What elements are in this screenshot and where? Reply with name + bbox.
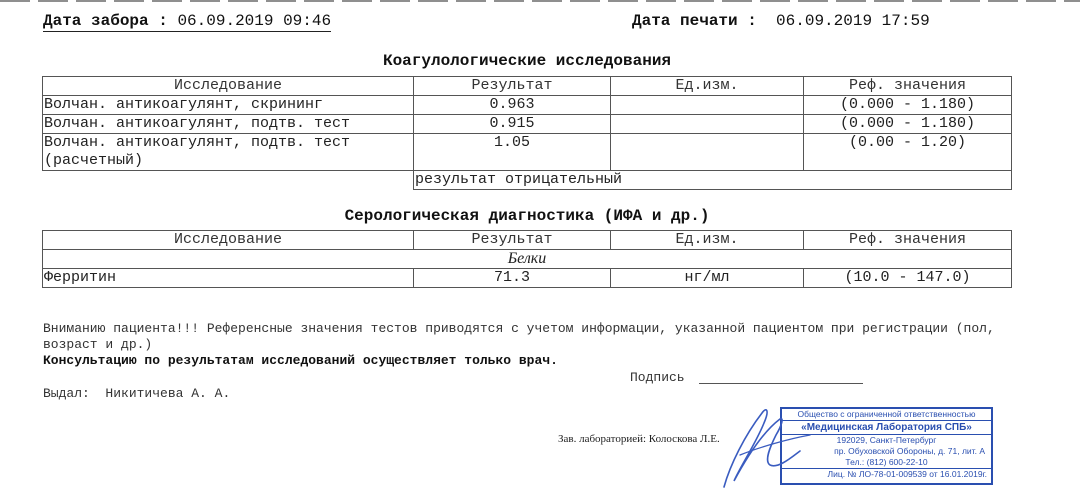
lab-head: Зав. лабораторией: Колоскова Л.Е.	[558, 433, 720, 445]
test-ref: (0.000 - 1.180)	[804, 115, 1012, 134]
col-result: Результат	[414, 77, 611, 96]
col-test: Исследование	[43, 77, 414, 96]
col-unit: Ед.изм.	[611, 231, 804, 250]
issued-name: Никитичева А. А.	[105, 386, 231, 401]
print-date: Дата печати : 06.09.2019 17:59	[632, 12, 930, 30]
signature-stroke	[724, 410, 800, 487]
stamp-postal: 192029, Санкт-Петербург	[836, 435, 937, 445]
test-result: 0.963	[414, 96, 611, 115]
patient-notice	[43, 321, 1003, 369]
test-name: Волчан. антикоагулянт, подтв. тест (расчетный)	[43, 134, 414, 171]
stamp-license: Лиц. № ЛО-78-01-009539 от 16.01.2019г.	[782, 468, 991, 480]
handwritten-signature	[700, 395, 820, 495]
stamp-address: пр. Обуховской Обороны, д. 71, лит. А	[834, 446, 985, 456]
table-row	[43, 269, 1012, 288]
table-row	[43, 96, 1012, 115]
test-unit	[611, 96, 804, 115]
doctor-consultation-warning: Консультацию по результатам исследований осуществляет только врач.	[43, 353, 558, 368]
empty-cell	[43, 171, 414, 190]
table-row	[43, 115, 1012, 134]
col-ref: Реф. значения	[804, 231, 1012, 250]
coagulation-title: Коагулологические исследования	[382, 52, 672, 70]
test-name: Волчан. антикоагулянт, скрининг	[43, 96, 414, 115]
test-group: Белки	[43, 250, 1012, 269]
issued-label: Выдал:	[43, 386, 90, 401]
col-unit: Ед.изм.	[611, 77, 804, 96]
col-test: Исследование	[43, 231, 414, 250]
test-result: 71.3	[414, 269, 611, 288]
stamp-org-type: Общество с ограниченной ответственностью	[782, 409, 991, 421]
col-ref: Реф. значения	[804, 77, 1012, 96]
test-unit: нг/мл	[611, 269, 804, 288]
coagulation-table	[42, 76, 1012, 190]
test-conclusion: результат отрицательный	[414, 171, 1012, 190]
signature-field	[630, 370, 863, 385]
serology-title: Серологическая диагностика (ИФА и др.)	[344, 207, 710, 225]
serology-table	[42, 230, 1012, 288]
group-row	[43, 250, 1012, 269]
issued-by	[43, 386, 230, 401]
cropped-top-text	[0, 0, 1080, 2]
notice-text: Вниманию пациента!!! Референсные значения тестов приводятся с учетом информации, указанной пациентом при регистрации (пол, возраст и др.)	[43, 321, 995, 352]
signature-line	[699, 383, 863, 384]
conclusion-row	[43, 171, 1012, 190]
col-result: Результат	[414, 231, 611, 250]
test-result: 1.05	[414, 134, 611, 171]
table-header-row	[43, 77, 1012, 96]
test-ref: (10.0 - 147.0)	[804, 269, 1012, 288]
test-ref: (0.000 - 1.180)	[804, 96, 1012, 115]
stamp-org-name: «Медицинская Лаборатория СПБ»	[782, 421, 991, 435]
signature-label: Подпись	[630, 370, 685, 385]
table-header-row	[43, 231, 1012, 250]
collection-date: Дата забора : 06.09.2019 09:46	[43, 12, 332, 30]
test-result: 0.915	[414, 115, 611, 134]
test-unit	[611, 115, 804, 134]
test-name: Ферритин	[43, 269, 414, 288]
test-ref: (0.00 - 1.20)	[804, 134, 1012, 171]
test-name: Волчан. антикоагулянт, подтв. тест	[43, 115, 414, 134]
table-row	[43, 134, 1012, 171]
test-unit	[611, 134, 804, 171]
stamp-phone: Тел.: (812) 600-22-10	[845, 457, 928, 467]
